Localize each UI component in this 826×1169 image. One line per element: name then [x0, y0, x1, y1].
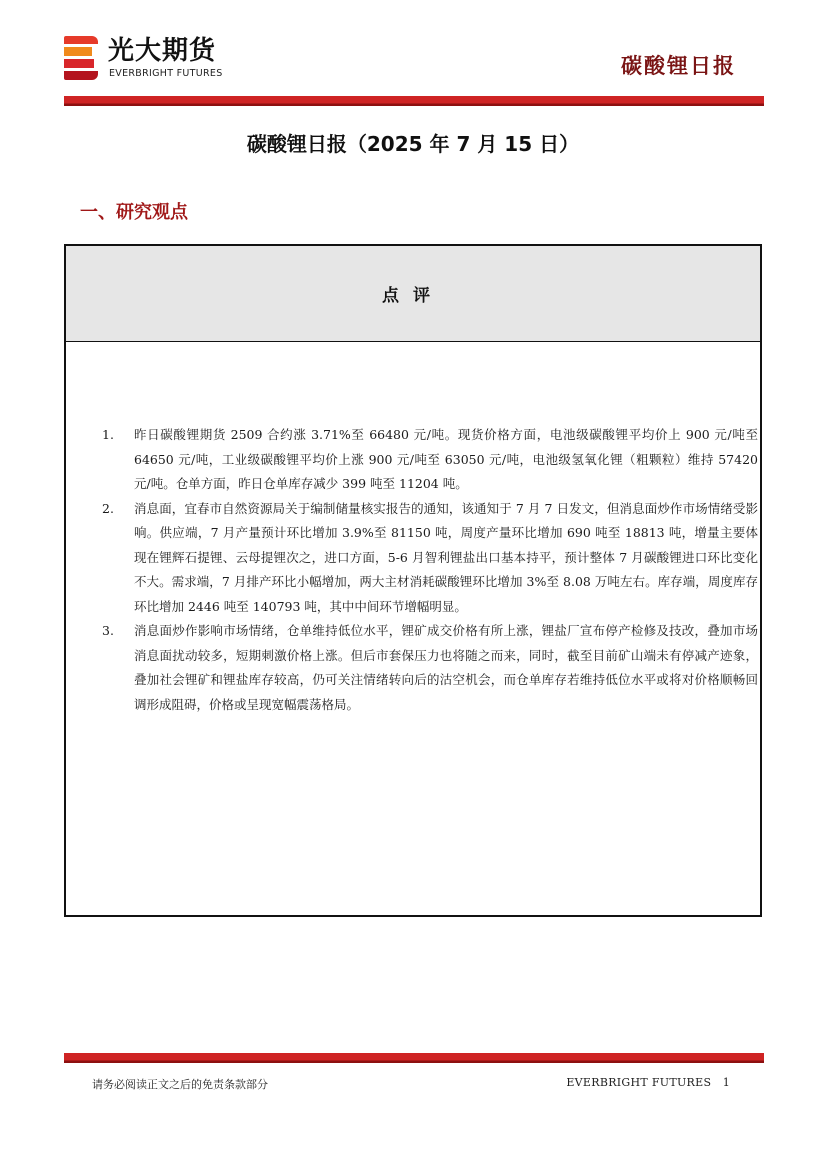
report-name: 碳酸锂日报 — [621, 54, 736, 78]
list-item-text: 消息面，宜春市自然资源局关于编制储量核实报告的通知，该通知于 7 月 7 日发文，但消息面炒作市场情绪受影响。供应端，7 月产量预计环比增加 3.9%至 81150 吨，周度产量环比增加 690 吨至 18813 吨，增量主要体现在锂辉石提锂、云母提锂次之，进口方面，5-6 月智利锂盐出口基本持平，预计整体 7 月碳酸锂进口环比变化不大。需求端，7 月排产环比小幅增加，两大主材消耗碳酸锂环比增加 3%至 8.08 万吨左右。库存端，周度库存环比增加 2446 吨至 140793 吨，其中中间环节增幅明显。 — [134, 500, 758, 614]
footer-divider — [64, 1053, 764, 1063]
page-number: 1 — [722, 1076, 730, 1089]
header-divider — [64, 96, 764, 106]
footer-company: EVERBRIGHT FUTURES — [566, 1076, 712, 1089]
brand-name-cn: 光大期货 — [108, 36, 217, 66]
commentary-list — [102, 423, 758, 717]
company-logo — [64, 36, 244, 82]
list-item — [102, 497, 758, 620]
list-item — [102, 619, 758, 717]
footer-company-page — [566, 1076, 730, 1089]
list-item-number: 2. — [102, 500, 114, 516]
disclaimer-note: 请务必阅读正文之后的免责条款部分 — [92, 1078, 268, 1091]
list-item-number: 3. — [102, 623, 114, 638]
table-header: 点评 — [66, 246, 760, 342]
list-item-text: 昨日碳酸锂期货 2509 合约涨 3.71%至 66480 元/吨。现货价格方面，电池级碳酸锂平均价上 900 元/吨至 64650 元/吨，工业级碳酸锂平均价上涨 900 元/吨至 63050 元/吨，电池级氢氧化锂（粗颗粒）维持 57420 元/吨。仓单方面，昨日仓单库存减少 399 吨至 11204 吨。 — [134, 427, 758, 491]
commentary-table — [64, 244, 762, 917]
section-heading: 一、研究观点 — [80, 202, 188, 223]
list-item-number: 1. — [102, 427, 114, 442]
logo-mark-icon — [64, 36, 98, 80]
list-item-text: 消息面炒作影响市场情绪，仓单维持低位水平，锂矿成交价格有所上涨，锂盐厂宣布停产检修及技改，叠加市场消息面扰动较多，短期刺激价格上涨。但后市套保压力也将随之而来，同时，截至目前矿山端未有停减产迹象，叠加社会锂矿和锂盐库存较高，仍可关注情绪转向后的沽空机会，而仓单库存若维持低位水平或将对价格顺畅回调形成阻碍，价格或呈现宽幅震荡格局。 — [134, 623, 758, 712]
brand-name-en: EVERBRIGHT FUTURES — [109, 68, 223, 79]
list-item — [102, 423, 758, 497]
document-title: 碳酸锂日报（2025 年 7 月 15 日） — [246, 132, 580, 156]
